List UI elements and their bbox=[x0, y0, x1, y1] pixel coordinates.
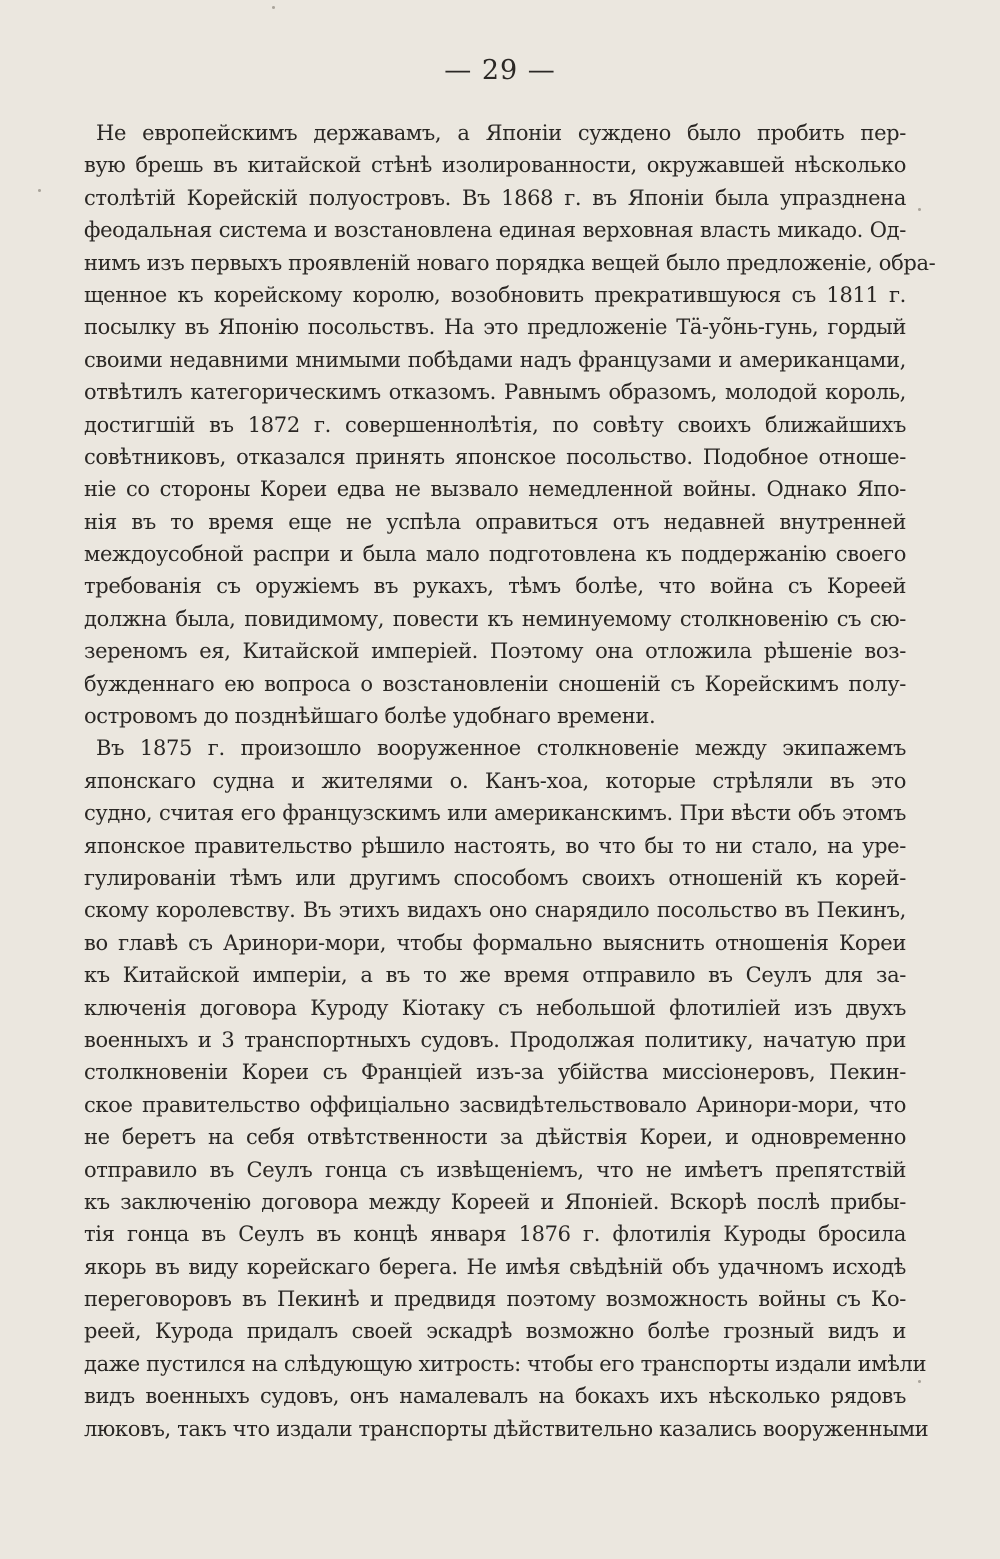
paper-speck bbox=[272, 6, 275, 9]
text-line: зереномъ ея, Китайской имперіей. Поэтому она отложила рѣшеніе воз- bbox=[84, 639, 906, 664]
text-line: японское правительство рѣшило настоять, во что бы то ни стало, на уре- bbox=[84, 833, 906, 858]
text-line: переговоровъ въ Пекинѣ и предвидя поэтому возможность войны съ Ко- bbox=[84, 1287, 906, 1312]
text-line: посылку въ Японію посольствъ. На это предложеніе Тä-уõнь-гунь, гордый bbox=[84, 315, 906, 340]
text-line: своими недавними мнимыми побѣдами надъ французами и американцами, bbox=[84, 347, 906, 372]
body-text bbox=[84, 117, 936, 1445]
paper-speck bbox=[38, 189, 41, 192]
text-line: японскаго судна и жителями о. Канъ-хоа, которые стрѣляли въ это bbox=[84, 768, 906, 793]
text-line: тія гонца въ Сеулъ въ концѣ января 1876 г. флотилія Куроды бросила bbox=[84, 1222, 906, 1247]
text-line: столѣтій Корейскій полуостровъ. Въ 1868 г. въ Японіи была упразднена bbox=[84, 185, 906, 210]
paragraph-1 bbox=[84, 117, 936, 732]
text-line: междоусобной распри и была мало подготовлена къ поддержанію своего bbox=[84, 542, 906, 567]
text-line: реей, Курода придалъ своей эскадрѣ возможно болѣе грозный видъ и bbox=[84, 1319, 906, 1344]
text-line: нія въ то время еще не успѣла оправиться отъ недавней внутренней bbox=[84, 509, 906, 534]
text-line: совѣтниковъ, отказался принять японское посольство. Подобное отноше- bbox=[84, 444, 906, 469]
text-line: феодальная система и возстановлена единая верховная власть микадо. Од- bbox=[84, 218, 906, 243]
text-line: щенное къ корейскому королю, возобновить прекратившуюся съ 1811 г. bbox=[84, 282, 906, 307]
text-line: къ Китайской имперіи, а въ то же время отправило въ Сеулъ для за- bbox=[84, 963, 906, 988]
text-line: не беретъ на себя отвѣтственности за дѣйствія Кореи, и одновременно bbox=[84, 1125, 906, 1150]
text-line: ключенія договора Куроду Кіотаку съ небольшой флотиліей изъ двухъ bbox=[84, 995, 906, 1020]
text-line: островомъ до позднѣйшаго болѣе удобнаго времени. bbox=[84, 704, 656, 729]
text-line: отвѣтилъ категорическимъ отказомъ. Равнымъ образомъ, молодой король, bbox=[84, 380, 906, 405]
text-line: ніе со стороны Кореи едва не вызвало немедленной войны. Однако Япо- bbox=[84, 477, 906, 502]
text-line: скому королевству. Въ этихъ видахъ оно снарядило посольство въ Пекинъ, bbox=[84, 898, 906, 923]
text-line: требованія съ оружіемъ въ рукахъ, тѣмъ болѣе, что война съ Кореей bbox=[84, 574, 906, 599]
text-line: отправило въ Сеулъ гонца съ извѣщеніемъ, что не имѣетъ препятствій bbox=[84, 1157, 906, 1182]
text-line: якорь въ виду корейскаго берега. Не имѣя свѣдѣній объ удачномъ исходѣ bbox=[84, 1254, 906, 1279]
text-line: военныхъ и 3 транспортныхъ судовъ. Продолжая политику, начатую при bbox=[84, 1027, 906, 1052]
text-line: вую брешь въ китайской стѣнѣ изолированности, окружавшей нѣсколько bbox=[84, 153, 906, 178]
text-line: бужденнаго ею вопроса о возстановленіи сношеній съ Корейскимъ полу- bbox=[84, 671, 906, 696]
text-line: гулированіи тѣмъ или другимъ способомъ своихъ отношеній къ корей- bbox=[84, 865, 906, 890]
text-line: даже пустился на слѣдующую хитрость: чтобы его транспорты издали имѣли bbox=[84, 1351, 927, 1376]
text-line: во главѣ съ Аринори-мори, чтобы формально выяснить отношенія Кореи bbox=[84, 930, 906, 955]
page-number: — 29 — bbox=[444, 55, 556, 86]
text-line: ское правительство оффиціально засвидѣтельствовало Аринори-мори, что bbox=[84, 1092, 906, 1117]
text-line: Не европейскимъ державамъ, а Японіи суждено было пробить пер- bbox=[96, 121, 906, 145]
text-line: Въ 1875 г. произошло вооруженное столкновеніе между экипажемъ bbox=[96, 736, 906, 761]
text-line: столкновеніи Кореи съ Франціей изъ-за убійства миссіонеровъ, Пекин- bbox=[84, 1060, 906, 1085]
paper-speck bbox=[918, 208, 921, 211]
text-line: люковъ, такъ что издали транспорты дѣйствительно казались вооруженными bbox=[84, 1416, 929, 1441]
text-line: судно, считая его французскимъ или американскимъ. При вѣсти объ этомъ bbox=[84, 801, 906, 826]
text-line: должна была, повидимому, повести къ неминуемому столкновенію съ сю- bbox=[84, 606, 906, 631]
text-line: видъ военныхъ судовъ, онъ намалевалъ на бокахъ ихъ нѣсколько рядовъ bbox=[84, 1384, 906, 1409]
text-line: къ заключенію договора между Кореей и Японіей. Вскорѣ послѣ прибы- bbox=[84, 1189, 906, 1214]
text-line: нимъ изъ первыхъ проявленій новаго порядка вещей было предложеніе, обра- bbox=[84, 250, 936, 275]
paragraph-2 bbox=[84, 732, 929, 1445]
text-line: достигшій въ 1872 г. совершеннолѣтія, по совѣту своихъ ближайшихъ bbox=[84, 412, 906, 437]
paper-speck bbox=[918, 1380, 921, 1383]
